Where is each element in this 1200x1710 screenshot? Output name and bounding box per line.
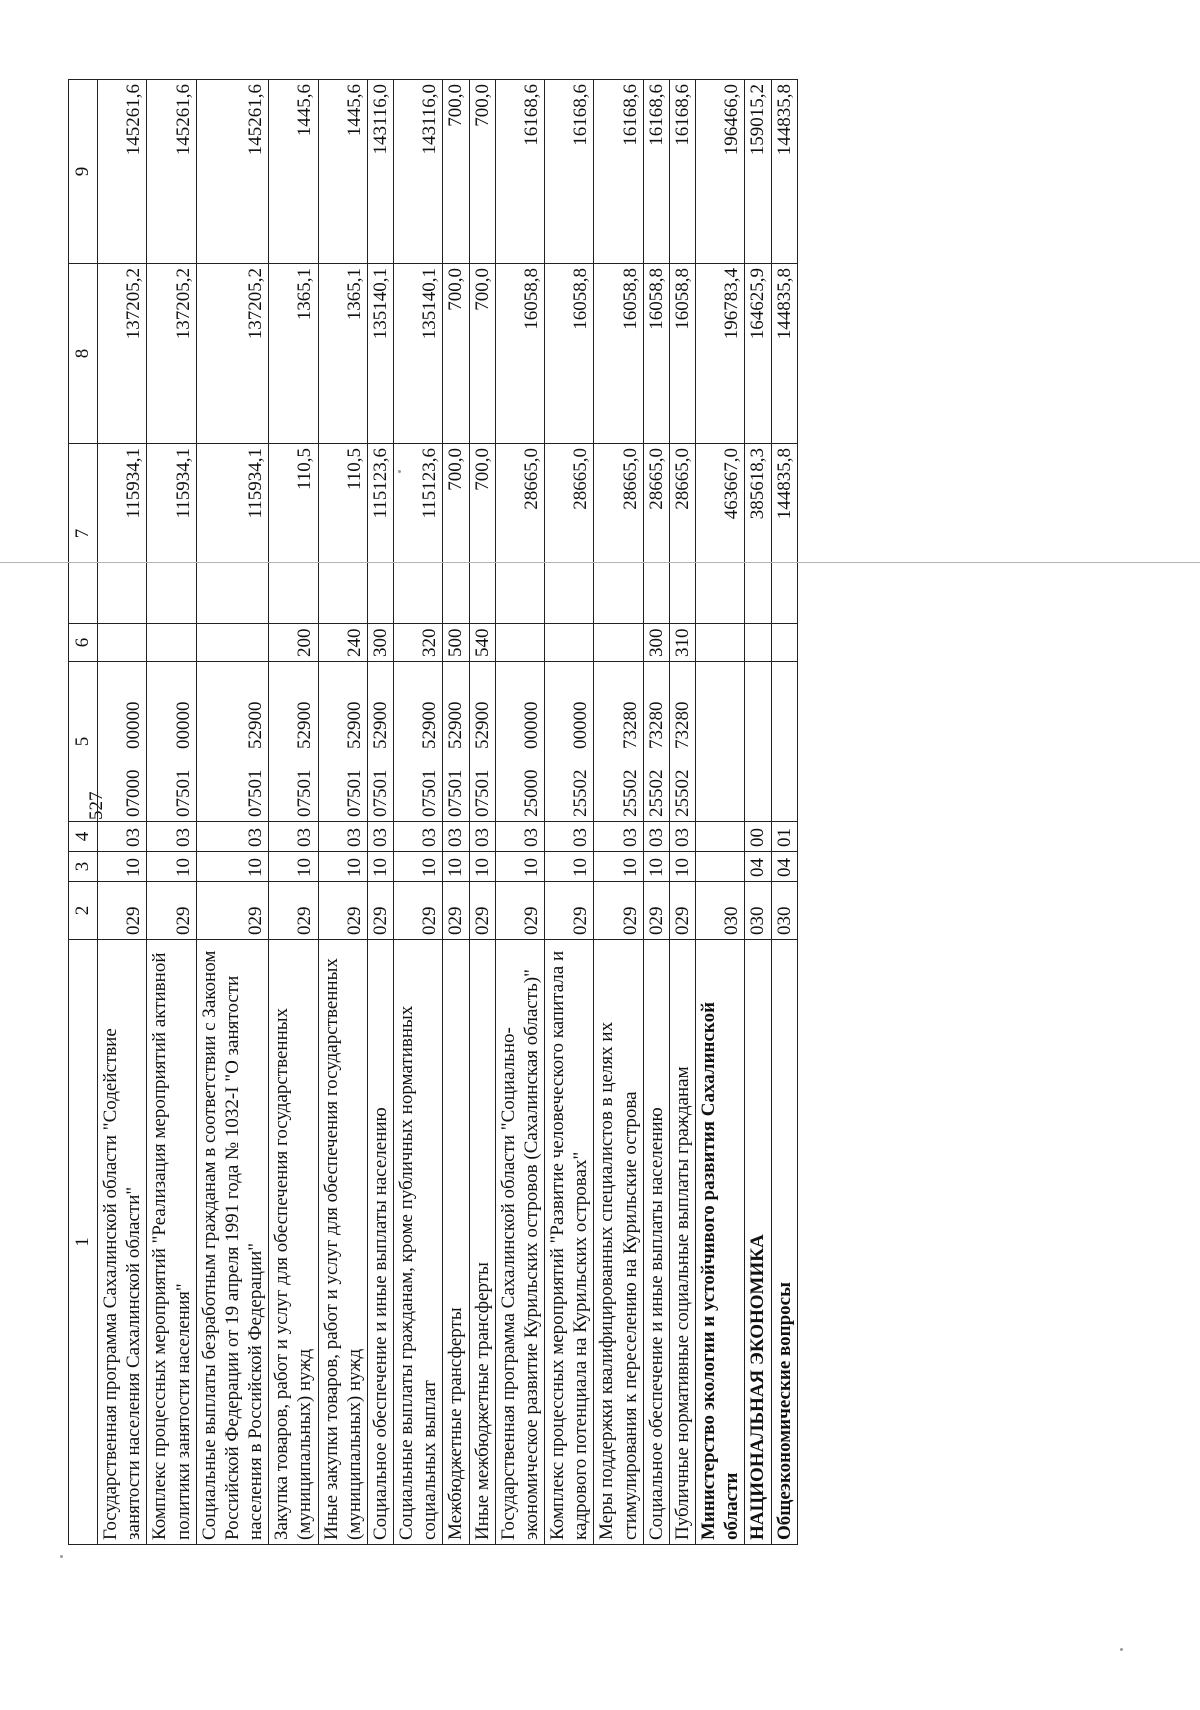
amount-2024: 16058,8 — [669, 264, 695, 444]
subsection-code: 03 — [98, 822, 147, 852]
amount-2025: 16168,6 — [594, 80, 643, 264]
admin-code: 029 — [469, 882, 495, 940]
row-name: Социальные выплаты гражданам, кроме публичных нормативных социальных выплат — [394, 940, 443, 1545]
table-body — [98, 80, 798, 1545]
expense-type-code — [495, 624, 544, 662]
target-article-part2: 52900 — [294, 701, 316, 749]
expense-type-code — [545, 624, 594, 662]
amount-2025: 16168,6 — [545, 80, 594, 264]
target-article-part2: 00000 — [570, 701, 592, 749]
admin-code: 030 — [771, 882, 797, 940]
target-article-code — [545, 662, 594, 822]
target-article-part2: 73280 — [671, 701, 693, 749]
section-code: 10 — [98, 852, 147, 882]
amount-2023: 110,5 — [318, 444, 367, 624]
amount-2025: 700,0 — [469, 80, 495, 264]
section-code: 10 — [443, 852, 469, 882]
table-row — [594, 80, 643, 1545]
subsection-code: 03 — [643, 822, 669, 852]
admin-code: 029 — [594, 882, 643, 940]
expense-type-code — [196, 624, 269, 662]
amount-2023: 28665,0 — [545, 444, 594, 624]
table-row — [669, 80, 695, 1545]
amount-2024: 16058,8 — [495, 264, 544, 444]
target-article-code — [147, 662, 196, 822]
target-article-code — [367, 662, 393, 822]
column-header: 5 — [69, 662, 98, 822]
expense-type-code: 300 — [367, 624, 393, 662]
subsection-code: 01 — [771, 822, 797, 852]
scan-speck — [1120, 1648, 1123, 1651]
amount-2024: 1365,1 — [318, 264, 367, 444]
admin-code: 029 — [367, 882, 393, 940]
row-name: Публичные нормативные социальные выплаты гражданам — [669, 940, 695, 1545]
amount-2025: 1445,6 — [318, 80, 367, 264]
admin-code: 030 — [745, 882, 771, 940]
row-name: Социальное обеспечение и иные выплаты населению — [367, 940, 393, 1545]
subsection-code: 03 — [196, 822, 269, 852]
target-article-part2: 52900 — [445, 701, 467, 749]
section-code: 10 — [196, 852, 269, 882]
target-article-part1: 07501 — [294, 769, 316, 817]
row-name: Межбюджетные трансферты — [443, 940, 469, 1545]
table-row — [545, 80, 594, 1545]
target-article-part2: 52900 — [343, 701, 365, 749]
subsection-code: 03 — [495, 822, 544, 852]
amount-2023: 385618,3 — [745, 444, 771, 624]
amount-2025: 145261,6 — [147, 80, 196, 264]
amount-2025: 159015,2 — [745, 80, 771, 264]
target-article-code — [443, 662, 469, 822]
row-name: Государственная программа Сахалинской области "Содействие занятости населения Сахалинской области" — [98, 940, 147, 1545]
subsection-code: 03 — [545, 822, 594, 852]
amount-2023: 115123,6 — [367, 444, 393, 624]
admin-code: 029 — [196, 882, 269, 940]
target-article-code — [269, 662, 318, 822]
target-article-part1: 07501 — [445, 769, 467, 817]
table-row — [318, 80, 367, 1545]
subsection-code: 03 — [367, 822, 393, 852]
amount-2025: 143116,0 — [367, 80, 393, 264]
row-name: Общеэкономические вопросы — [771, 940, 797, 1545]
row-name: Социальное обеспечение и иные выплаты населению — [643, 940, 669, 1545]
amount-2024: 700,0 — [443, 264, 469, 444]
section-code: 10 — [269, 852, 318, 882]
subsection-code: 03 — [443, 822, 469, 852]
amount-2023: 110,5 — [269, 444, 318, 624]
admin-code: 029 — [147, 882, 196, 940]
amount-2025: 145261,6 — [196, 80, 269, 264]
table-row — [269, 80, 318, 1545]
target-article-part2: 00000 — [172, 701, 194, 749]
row-name: Социальные выплаты безработным гражданам в соответствии с Законом Российской Федерации от 19 апреля 1991 года № 1032-I "О занятости населения в Российской Федерации" — [196, 940, 269, 1545]
column-header: 6 — [69, 624, 98, 662]
expense-type-code — [147, 624, 196, 662]
target-article-code — [495, 662, 544, 822]
table-row — [643, 80, 669, 1545]
amount-2023: 28665,0 — [594, 444, 643, 624]
admin-code: 029 — [394, 882, 443, 940]
section-code: 04 — [771, 852, 797, 882]
amount-2024: 16058,8 — [545, 264, 594, 444]
expense-type-code: 200 — [269, 624, 318, 662]
amount-2023: 144835,8 — [771, 444, 797, 624]
column-header: 4 — [69, 822, 98, 852]
expense-type-code — [745, 624, 771, 662]
expense-type-code: 300 — [643, 624, 669, 662]
subsection-code: 03 — [147, 822, 196, 852]
target-article-part1: 25502 — [671, 769, 693, 817]
table-row — [696, 80, 745, 1545]
target-article-code — [771, 662, 797, 822]
amount-2023: 28665,0 — [495, 444, 544, 624]
amount-2023: 115934,1 — [147, 444, 196, 624]
admin-code: 029 — [443, 882, 469, 940]
target-article-part2: 73280 — [619, 701, 641, 749]
amount-2025: 1445,6 — [269, 80, 318, 264]
amount-2023: 700,0 — [443, 444, 469, 624]
table-row — [367, 80, 393, 1545]
row-name: НАЦИОНАЛЬНАЯ ЭКОНОМИКА — [745, 940, 771, 1545]
table-row — [443, 80, 469, 1545]
row-name: Министерство экологии и устойчивого развития Сахалинской области — [696, 940, 745, 1545]
section-code: 10 — [318, 852, 367, 882]
target-article-part2: 52900 — [369, 701, 391, 749]
subsection-code — [696, 822, 745, 852]
target-article-code — [469, 662, 495, 822]
amount-2024: 144835,8 — [771, 264, 797, 444]
amount-2024: 16058,8 — [643, 264, 669, 444]
row-name: Закупка товаров, работ и услуг для обеспечения государственных (муниципальных) нужд — [269, 940, 318, 1545]
section-code: 10 — [545, 852, 594, 882]
page-number: 527 — [86, 791, 107, 820]
subsection-code: 03 — [669, 822, 695, 852]
row-name: Комплекс процессных мероприятий "Реализация мероприятий активной политики занятости населения" — [147, 940, 196, 1545]
target-article-part1: 07501 — [245, 769, 267, 817]
amount-2024: 137205,2 — [196, 264, 269, 444]
amount-2023: 115934,1 — [98, 444, 147, 624]
expense-type-code — [771, 624, 797, 662]
amount-2025: 16168,6 — [495, 80, 544, 264]
section-code: 10 — [495, 852, 544, 882]
section-code — [696, 852, 745, 882]
section-code: 10 — [643, 852, 669, 882]
amount-2025: 143116,0 — [394, 80, 443, 264]
column-header: 7 — [69, 444, 98, 624]
admin-code: 029 — [545, 882, 594, 940]
admin-code: 030 — [696, 882, 745, 940]
section-code: 10 — [394, 852, 443, 882]
table-row — [495, 80, 544, 1545]
amount-2025: 144835,8 — [771, 80, 797, 264]
target-article-part1: 07501 — [343, 769, 365, 817]
target-article-part1: 07501 — [172, 769, 194, 817]
target-article-part1: 25502 — [570, 769, 592, 817]
target-article-code — [594, 662, 643, 822]
scan-fold-line — [0, 562, 1200, 563]
column-header: 8 — [69, 264, 98, 444]
target-article-part1: 25502 — [619, 769, 641, 817]
target-article-part2: 52900 — [419, 701, 441, 749]
admin-code: 029 — [269, 882, 318, 940]
amount-2023: 28665,0 — [669, 444, 695, 624]
target-article-part1: 07501 — [419, 769, 441, 817]
subsection-code: 03 — [318, 822, 367, 852]
subsection-code: 00 — [745, 822, 771, 852]
target-article-part2: 52900 — [471, 701, 493, 749]
amount-2023: 115123,6 — [394, 444, 443, 624]
subsection-code: 03 — [469, 822, 495, 852]
section-code: 10 — [147, 852, 196, 882]
amount-2023: 28665,0 — [643, 444, 669, 624]
expense-type-code: 240 — [318, 624, 367, 662]
subsection-code: 03 — [269, 822, 318, 852]
amount-2025: 700,0 — [443, 80, 469, 264]
amount-2024: 137205,2 — [147, 264, 196, 444]
amount-2024: 135140,1 — [367, 264, 393, 444]
amount-2024: 164625,9 — [745, 264, 771, 444]
column-header: 1 — [69, 940, 98, 1545]
row-name: Иные межбюджетные трансферты — [469, 940, 495, 1545]
row-name: Иные закупки товаров, работ и услуг для обеспечения государственных (муниципальных) нужд — [318, 940, 367, 1545]
scan-speck — [398, 470, 401, 473]
target-article-code — [696, 662, 745, 822]
expense-type-code — [594, 624, 643, 662]
table-row — [98, 80, 147, 1545]
column-header: 3 — [69, 852, 98, 882]
admin-code: 029 — [495, 882, 544, 940]
subsection-code: 03 — [394, 822, 443, 852]
amount-2024: 196783,4 — [696, 264, 745, 444]
header-row — [69, 80, 98, 1545]
column-header: 2 — [69, 882, 98, 940]
expense-type-code: 500 — [443, 624, 469, 662]
amount-2025: 196466,0 — [696, 80, 745, 264]
amount-2024: 16058,8 — [594, 264, 643, 444]
target-article-part1: 07501 — [369, 769, 391, 817]
section-code: 10 — [367, 852, 393, 882]
amount-2024: 135140,1 — [394, 264, 443, 444]
target-article-part2: 73280 — [645, 701, 667, 749]
target-article-part1: 25502 — [645, 769, 667, 817]
table-row — [147, 80, 196, 1545]
table-row — [394, 80, 443, 1545]
target-article-code — [669, 662, 695, 822]
row-name: Государственная программа Сахалинской области "Социально-экономическое развитие Курильских островов (Сахалинская область)" — [495, 940, 544, 1545]
amount-2024: 1365,1 — [269, 264, 318, 444]
target-article-code — [318, 662, 367, 822]
amount-2025: 16168,6 — [669, 80, 695, 264]
table-row — [771, 80, 797, 1545]
section-code: 04 — [745, 852, 771, 882]
amount-2024: 700,0 — [469, 264, 495, 444]
target-article-part2: 00000 — [520, 701, 542, 749]
expense-type-code: 310 — [669, 624, 695, 662]
column-header: 9 — [69, 80, 98, 264]
amount-2023: 700,0 — [469, 444, 495, 624]
target-article-part1: 25000 — [520, 769, 542, 817]
amount-2025: 16168,6 — [643, 80, 669, 264]
target-article-part1: 07501 — [471, 769, 493, 817]
row-name: Комплекс процессных мероприятий "Развитие человеческого капитала и кадрового потенциала на Курильских островах" — [545, 940, 594, 1545]
target-article-part2: 52900 — [245, 701, 267, 749]
section-code: 10 — [669, 852, 695, 882]
admin-code: 029 — [318, 882, 367, 940]
subsection-code: 03 — [594, 822, 643, 852]
expense-type-code: 540 — [469, 624, 495, 662]
expense-type-code — [98, 624, 147, 662]
admin-code: 029 — [669, 882, 695, 940]
section-code: 10 — [469, 852, 495, 882]
scan-speck — [60, 1555, 63, 1558]
target-article-part2: 00000 — [123, 701, 145, 749]
amount-2023: 463667,0 — [696, 444, 745, 624]
budget-table — [68, 79, 798, 1545]
expense-type-code — [696, 624, 745, 662]
section-code: 10 — [594, 852, 643, 882]
table-row — [745, 80, 771, 1545]
expense-type-code: 320 — [394, 624, 443, 662]
admin-code: 029 — [98, 882, 147, 940]
admin-code: 029 — [643, 882, 669, 940]
amount-2024: 137205,2 — [98, 264, 147, 444]
row-name: Меры поддержки квалифицированных специалистов в целях их стимулирования к переселению на Курильские острова — [594, 940, 643, 1545]
target-article-code — [394, 662, 443, 822]
target-article-code — [98, 662, 147, 822]
target-article-code — [196, 662, 269, 822]
amount-2023: 115934,1 — [196, 444, 269, 624]
target-article-code — [745, 662, 771, 822]
target-article-part1: 07000 — [123, 769, 145, 817]
table-row — [469, 80, 495, 1545]
table-row — [196, 80, 269, 1545]
amount-2025: 145261,6 — [98, 80, 147, 264]
target-article-code — [643, 662, 669, 822]
